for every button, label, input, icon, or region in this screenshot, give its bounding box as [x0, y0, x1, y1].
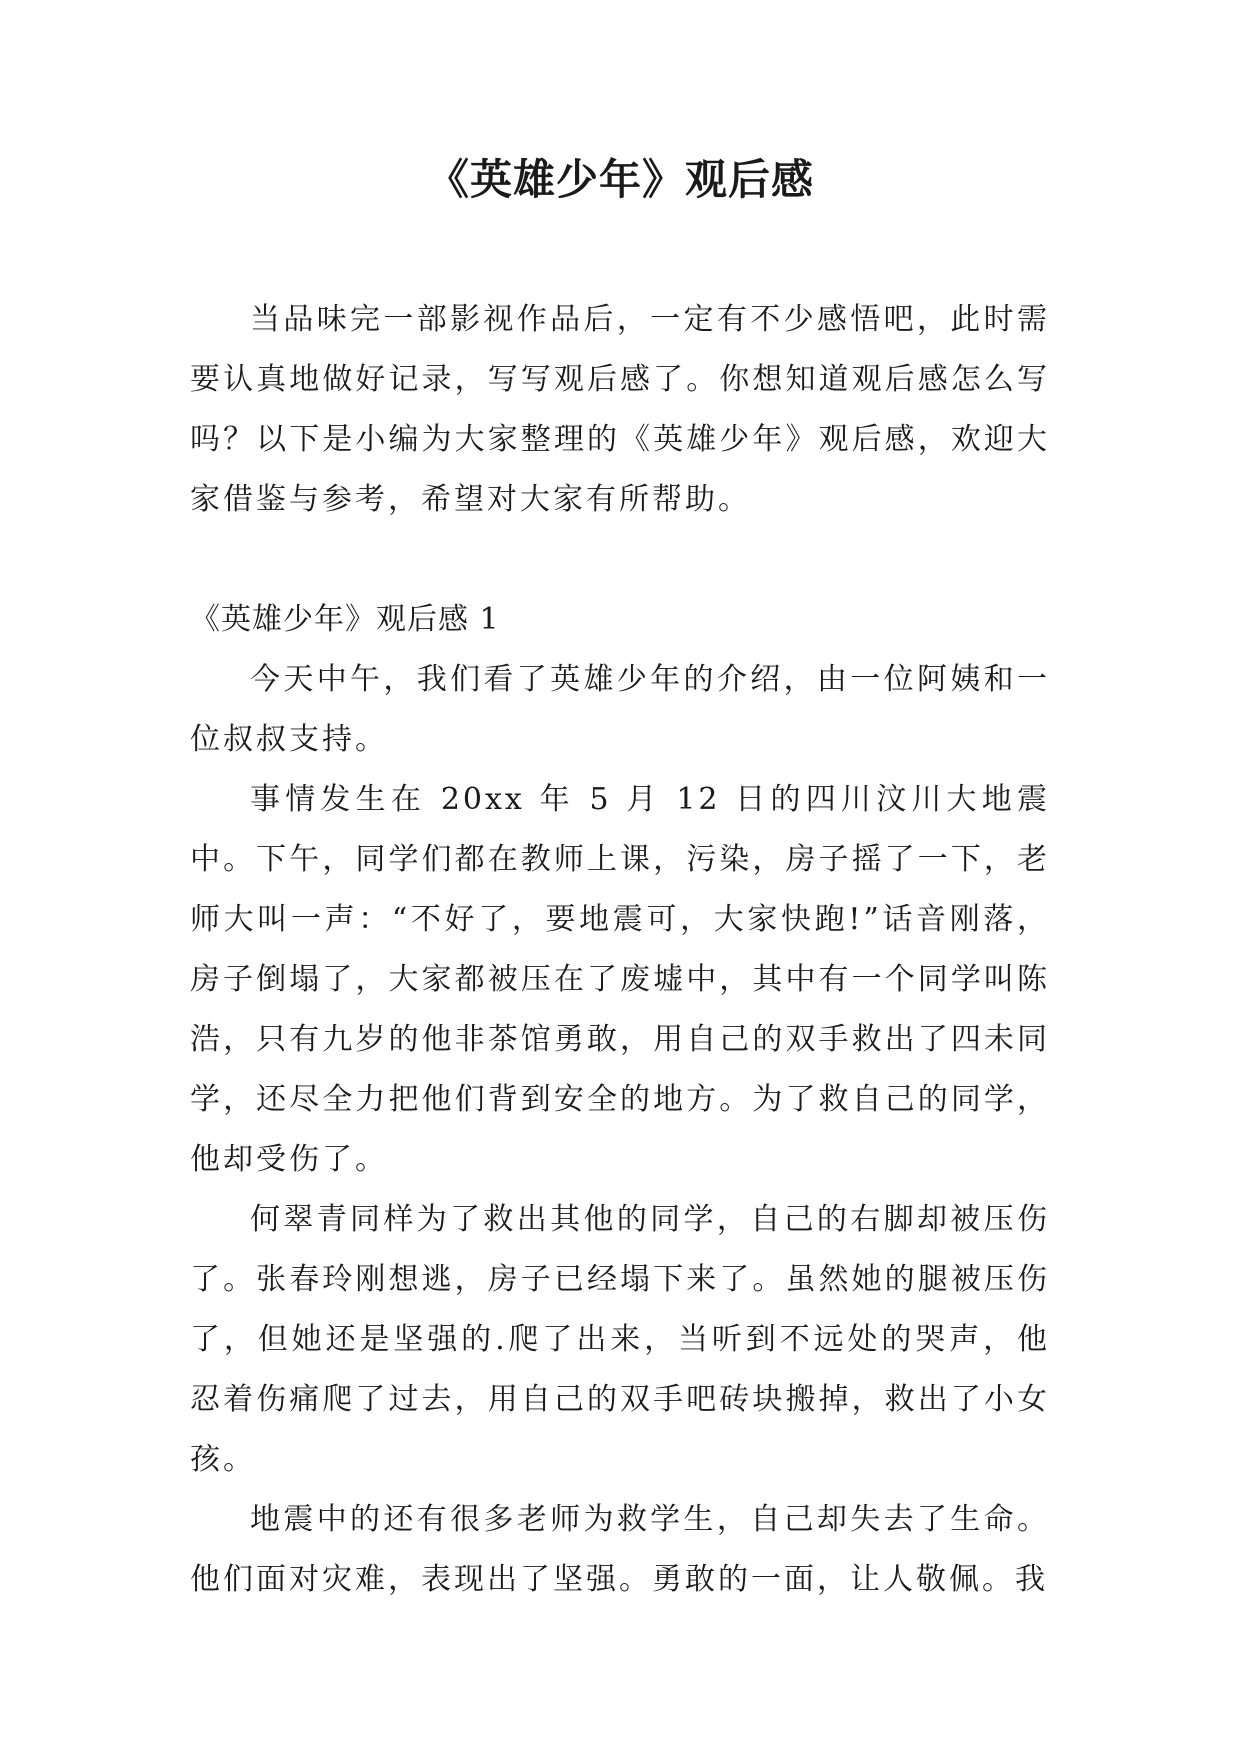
body-paragraph-2: 事情发生在 20xx 年 5 月 12 日的四川汶川大地震中。下午，同学们都在教师上课，污染，房子摇了一下，老师大叫一声：“不好了，要地震可，大家快跑!”话音刚落，房子倒塌了，大家都被压在了废墟中，其中有一个同学叫陈浩，只有九岁的他非茶馆勇敢，用自己的双手救出了四未同学，还尽全力把他们背到安全的地方。为了救自己的同学，他却受伤了。 [190, 782, 1050, 1177]
section-heading: 《英雄少年》观后感 1 [190, 602, 500, 637]
document-body [190, 290, 1050, 1610]
intro-paragraph: 当品味完一部影视作品后，一定有不少感悟吧，此时需要认真地做好记录，写写观后感了。你想知道观后感怎么写吗？以下是小编为大家整理的《英雄少年》观后感，欢迎大家借鉴与参考，希望对大家有所帮助。 [190, 302, 1050, 517]
document-title: 《英雄少年》观后感 [426, 155, 814, 204]
body-paragraph-1: 今天中午，我们看了英雄少年的介绍，由一位阿姨和一位叔叔支持。 [190, 662, 1050, 757]
body-paragraph-4: 地震中的还有很多老师为救学生，自己却失去了生命。他们面对灾难，表现出了坚强。勇敢的一面，让人敬佩。我 [190, 1502, 1050, 1597]
body-paragraph-3: 何翠青同样为了救出其他的同学，自己的右脚却被压伤了。张春玲刚想逃，房子已经塌下来了。虽然她的腿被压伤了，但她还是坚强的.爬了出来，当听到不远处的哭声，他忍着伤痛爬了过去，用自己的双手吧砖块搬掉，救出了小女孩。 [190, 1202, 1050, 1477]
